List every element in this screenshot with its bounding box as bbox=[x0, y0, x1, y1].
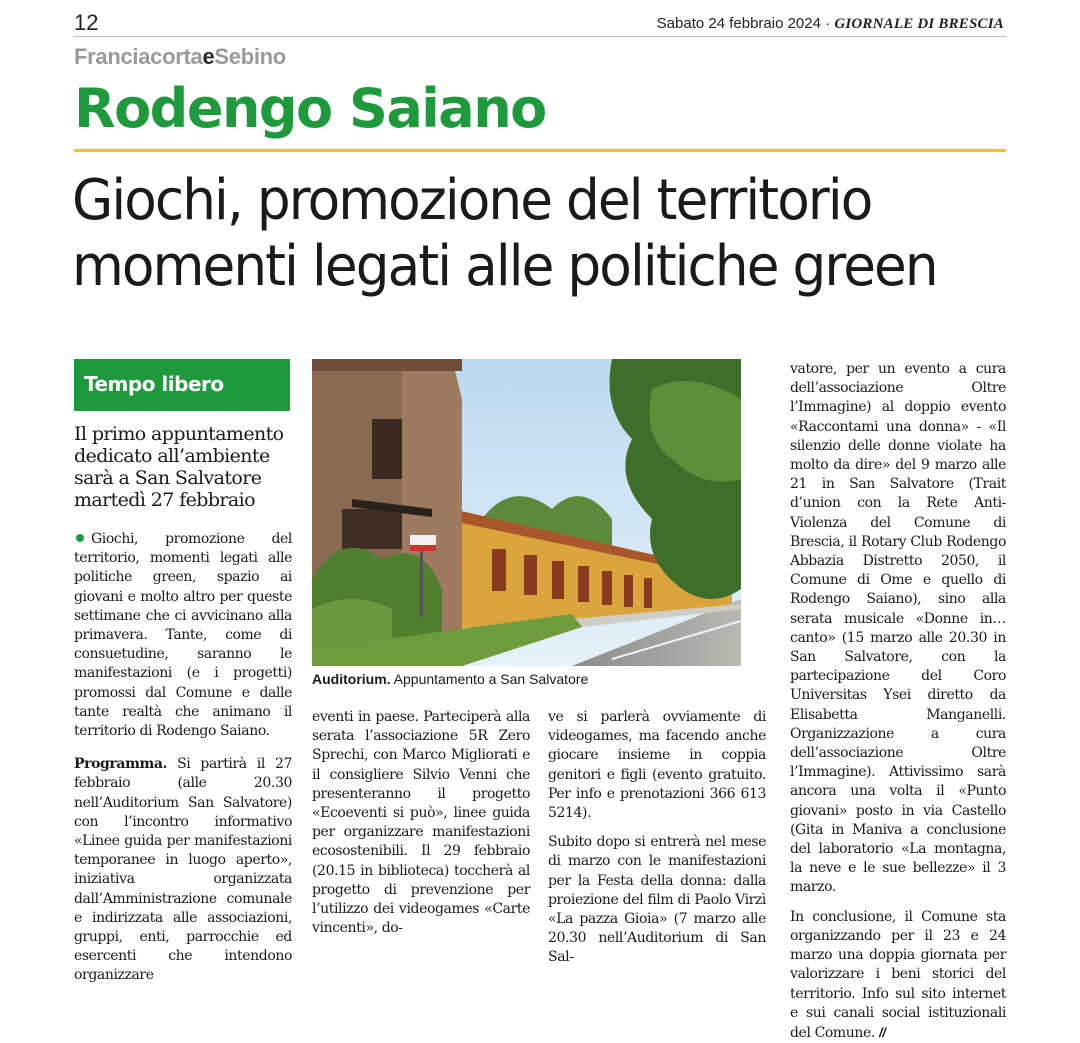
caption-text: Appuntamento a San Salvatore bbox=[390, 671, 589, 687]
text-column-3 bbox=[548, 708, 766, 968]
article-headline bbox=[72, 168, 937, 300]
text-column-1 bbox=[74, 530, 292, 986]
caption-label: Auditorium. bbox=[312, 671, 391, 687]
page-number: 12 bbox=[74, 10, 99, 35]
section-label bbox=[74, 44, 286, 70]
programma-label: Programma. bbox=[74, 756, 168, 773]
column-3-paragraph-1: ve si parlerà ovviamente di videogames, ma facendo anche giocare insieme in coppia genitori e figli (evento gratuito. Per info e prenotazioni 366 613 5214). bbox=[548, 709, 766, 822]
lead-paragraph bbox=[74, 530, 292, 741]
headline-line-1: Giochi, promozione del territorio bbox=[72, 168, 872, 233]
article-photo bbox=[312, 359, 741, 666]
text-column-2 bbox=[312, 708, 530, 938]
top-divider bbox=[74, 36, 1006, 37]
publication-name: GIORNALE DI BRESCIA bbox=[834, 16, 1004, 32]
dateline-separator: · bbox=[825, 15, 831, 32]
section-label-conjunction: e bbox=[202, 44, 215, 69]
issue-date: Sabato 24 febbraio 2024 bbox=[656, 15, 821, 32]
lead-text: Giochi, promozione del territorio, momenti legati alle politiche green, spazio ai giovani e molto altro per queste settimane che ci avvicinano alla primavera. Tante, come di consuetudine, saranno le manifestazioni (e i progetti) promossi dal Comune e dalle tante realtà che animano il territorio di Rodengo Saiano. bbox=[74, 531, 292, 740]
closing-text: In conclusione, il Comune sta organizzando per il 23 e 24 marzo una doppia giornata per valorizzare i beni storici del territorio. Info sul sito internet e sui canali social istituzionali del Comune. bbox=[790, 908, 1006, 1041]
article-kicker: Rodengo Saiano bbox=[74, 77, 546, 140]
programma-text: Si partirà il 27 febbraio (alle 20.30 nell’Auditorium San Salvatore) con l’incontro informativo «Linee guida per manifestazioni temporanee in luogo aperto», iniziativa organizzata dall’Amministrazione comunale e indirizzata alle associazioni, gruppi, enti, parrocchie ed esercenti che intendono organizzare bbox=[74, 756, 292, 984]
topic-tag-label: Tempo libero bbox=[84, 372, 224, 396]
photo-caption bbox=[312, 671, 588, 687]
column-3-paragraph-2: Subito dopo si entrerà nel mese di marzo con le manifestazioni per la Festa della donna: dalla proiezione del film di Paolo Virzì «La pazza Gioia» (7 marzo alle 20.30 nell’Auditorium di San Sal- bbox=[548, 834, 766, 966]
section-label-part-b: Sebino bbox=[214, 44, 286, 69]
text-column-4 bbox=[790, 360, 1006, 1043]
headline-line-2: momenti legati alle politiche green bbox=[72, 234, 937, 299]
column-2-paragraph: eventi in paese. Parteciperà alla serata l’associazione 5R Zero Sprechi, con Marco Migliorati e il consigliere Silvio Venni che presenteranno il progetto «Ecoeventi si può», linee guida per organizzare manifestazioni ecosostenibili. Il 29 febbraio (20.15 in biblioteca) toccherà al progetto di prevenzione per l’utilizzo dei videogames «Carte vincenti», do- bbox=[312, 709, 530, 937]
bullet-dot-icon bbox=[76, 534, 84, 542]
article-summary: Il primo appuntamento dedicato all’ambiente sarà a San Salvatore martedì 27 febbraio bbox=[74, 423, 284, 511]
column-4-paragraph-2 bbox=[790, 908, 1006, 1043]
kicker-divider bbox=[74, 149, 1006, 152]
end-mark: // bbox=[879, 1024, 886, 1040]
column-4-paragraph-1: vatore, per un evento a cura dell’associazione Oltre l’Immagine) al doppio evento «Raccontami una donna» - «Il silenzio delle donne violate ha molto da dire» del 9 marzo alle 21 in San Salvatore (Trait d’union con la Rete Anti-Violenza del Comune di Brescia, il Rotary Club Rodengo Abbazia Distretto 2050, il Comune di Ome e quello di Rodengo Saiano), sino alla serata musicale «Donne in… canto» (15 marzo alle 20.30 in San Salvatore, con la partecipazione del Coro Universitas Ysei diretto da Elisabetta Manganelli. Organizzazione a cura dell’associazione Oltre l’Immagine). Attivissimo sarà ancora una volta il «Punto giovani» posto in via Castello (Gita in Maniva a conclusione del laboratorio «La montagna, la neve e le sue bellezze» il 3 marzo. bbox=[790, 361, 1006, 896]
section-label-part-a: Franciacorta bbox=[74, 44, 203, 69]
topic-tag bbox=[74, 359, 290, 411]
programma-paragraph bbox=[74, 755, 292, 985]
dateline bbox=[657, 15, 1004, 33]
